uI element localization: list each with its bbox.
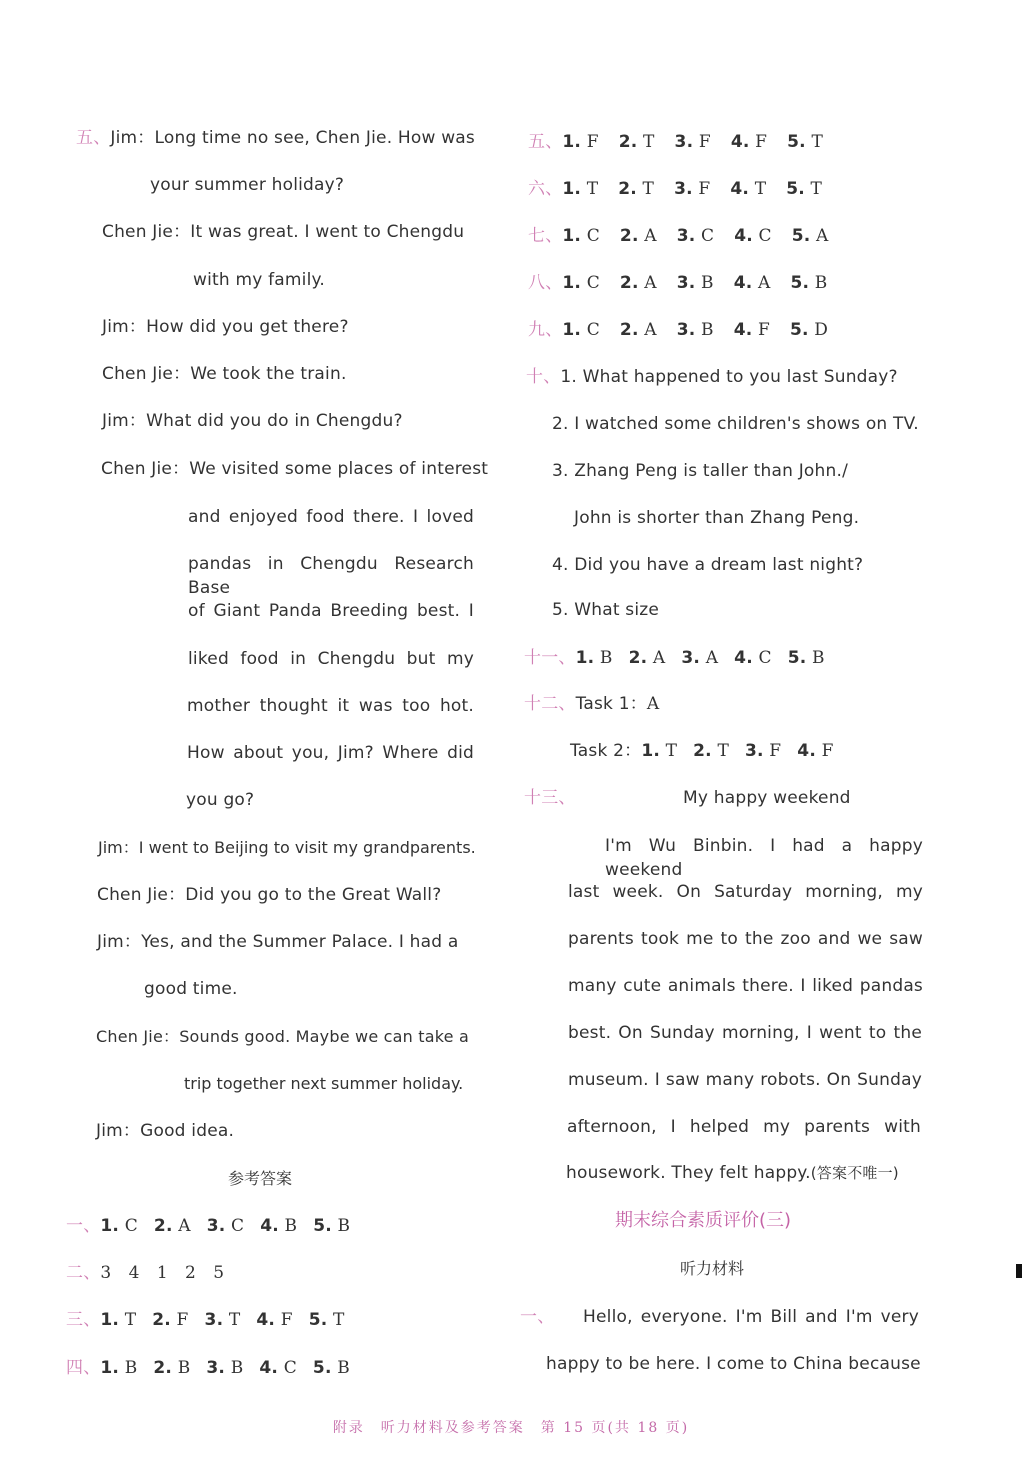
item-number: 3.	[676, 226, 696, 246]
line-text: We visited some places of interest	[189, 459, 489, 479]
dialogue-line	[102, 220, 464, 244]
dialogue-line	[96, 1119, 234, 1143]
page-footer: 附录 听力材料及参考答案 第 15 页(共 18 页)	[332, 1420, 690, 1436]
dialogue-line: good time.	[144, 979, 238, 999]
dialogue-line: you go?	[186, 790, 255, 810]
item-answer: T	[643, 132, 655, 152]
item-number: 3.	[206, 1216, 226, 1236]
item-answer: C	[586, 226, 600, 246]
essay-line: parents took me to the zoo and we saw	[568, 929, 923, 949]
item-number: 2.	[693, 741, 712, 761]
item-answer: B	[811, 648, 825, 668]
item-answer: A	[644, 273, 657, 293]
dialogue-line: trip together next summer holiday.	[184, 1074, 464, 1093]
section-number: 三、	[66, 1310, 101, 1330]
item-number: 3.	[676, 273, 696, 293]
item-number: 3.	[206, 1358, 226, 1378]
item-number: 1.	[562, 273, 582, 293]
answer-row	[524, 646, 825, 670]
note: (答案不唯一)	[810, 1164, 899, 1182]
line-text: We took the train.	[190, 364, 347, 384]
item-answer: T	[642, 179, 655, 199]
item-number: 4.	[730, 179, 750, 199]
item-number: 2.	[152, 1310, 171, 1330]
dialogue-line	[101, 457, 488, 481]
item-answer: B	[284, 1216, 298, 1236]
item-number: 3.	[204, 1310, 224, 1330]
item-number: 5.	[313, 1216, 332, 1236]
item-answer: B	[124, 1358, 138, 1378]
answer-row	[66, 1356, 350, 1380]
item-answer: T	[811, 132, 823, 152]
item-number: 1.	[100, 1216, 120, 1236]
essay-line	[566, 1161, 899, 1185]
item-answer: T	[717, 741, 729, 761]
essay-line: many cute animals there. I liked pandas	[568, 976, 923, 996]
answers-heading: 参考答案	[228, 1169, 293, 1188]
item-answer: F	[280, 1310, 293, 1330]
item-answer: T	[228, 1310, 241, 1330]
section-number: 八、	[528, 273, 563, 293]
item-answer: C	[758, 226, 772, 246]
item-number: 2.	[619, 320, 639, 340]
item-number: 2.	[153, 1216, 173, 1236]
item-number: 4.	[260, 1216, 279, 1236]
item-answer: F	[821, 741, 834, 761]
section-number: 六、	[528, 179, 563, 199]
speaker: Jim：	[102, 317, 147, 337]
section-number: 四、	[66, 1358, 101, 1378]
item-number: 5.	[312, 1358, 332, 1378]
item-answer: B	[337, 1358, 350, 1378]
item-number: 3.	[745, 741, 764, 761]
item-answer: B	[701, 273, 714, 293]
answer-row	[66, 1214, 350, 1238]
item-number: 1.	[562, 179, 582, 199]
essay-text: housework. They felt happy.	[566, 1163, 811, 1183]
item-answer: T	[332, 1310, 345, 1330]
item-number: 3.	[676, 320, 696, 340]
speaker: Chen Jie：	[102, 222, 191, 242]
item-number: 4.	[256, 1310, 276, 1330]
answer-row	[66, 1308, 345, 1332]
dialogue-line	[98, 836, 476, 860]
essay-line: I'm Wu Binbin. I had a happy weekend	[605, 836, 923, 880]
essay-line: museum. I saw many robots. On Sunday	[568, 1070, 922, 1090]
dialogue-line: with my family.	[193, 270, 325, 290]
item-number: 4.	[733, 273, 753, 293]
dialogue-line	[97, 883, 441, 907]
item-answer: F	[758, 320, 770, 340]
item-answer: F	[769, 741, 782, 761]
dialogue-line: liked food in Chengdu but my	[188, 649, 474, 669]
item-number: 5.	[791, 226, 811, 246]
speaker: Jim：	[96, 1121, 141, 1141]
line-text: Long time no see, Chen Jie. How was	[154, 128, 475, 148]
item-answer: C	[124, 1216, 138, 1236]
item-number: 1.	[100, 1358, 120, 1378]
listening-heading: 听力材料	[680, 1259, 745, 1278]
line-text: Good idea.	[140, 1121, 235, 1141]
answer-line: 2. I watched some children's shows on TV.	[552, 414, 919, 434]
answer-line	[526, 365, 898, 389]
item-number: 4.	[797, 741, 816, 761]
sequence-answer: 3 4 1 2 5	[100, 1263, 225, 1283]
line-text: How did you get there?	[146, 317, 349, 337]
item-answer: A	[644, 226, 657, 246]
essay-line: best. On Sunday morning, I went to the	[568, 1023, 922, 1043]
dialogue-line	[97, 930, 458, 954]
section-number: 一、	[66, 1216, 101, 1236]
item-number: 5.	[790, 273, 810, 293]
item-number: 2.	[628, 648, 648, 668]
item-number: 2.	[619, 226, 639, 246]
task-label: Task 2：	[570, 741, 642, 761]
speaker: Jim：	[97, 932, 142, 952]
line-text: It was great. I went to Chengdu	[190, 222, 465, 242]
dialogue-line	[102, 362, 347, 386]
section-number	[524, 786, 576, 810]
item-number: 2.	[618, 179, 637, 199]
item-number: 4.	[259, 1358, 279, 1378]
speaker: Chen Jie：	[96, 1027, 180, 1046]
item-answer: T	[810, 179, 823, 199]
essay-line: afternoon, I helped my parents with	[567, 1117, 921, 1137]
item-answer: B	[814, 273, 828, 293]
item-number: 2.	[153, 1358, 173, 1378]
item-answer: F	[698, 132, 711, 152]
item-number: 3.	[674, 132, 694, 152]
section-title: 期末综合素质评价(三)	[615, 1210, 792, 1231]
section-number-label: 十三、	[524, 788, 576, 808]
item-number: 5.	[787, 648, 807, 668]
item-number: 1.	[575, 648, 595, 668]
item-number: 1.	[100, 1310, 120, 1330]
section-number: 五、	[76, 128, 111, 148]
answer-row	[528, 130, 823, 154]
essay-title: My happy weekend	[683, 788, 851, 808]
answer-line: 3. Zhang Peng is taller than John./	[552, 461, 848, 481]
essay-line: last week. On Saturday morning, my	[568, 882, 923, 902]
item-number: 3.	[674, 179, 693, 199]
item-number: 5.	[787, 132, 806, 152]
item-answer: B	[230, 1358, 244, 1378]
dialogue-line	[76, 126, 475, 150]
item-number: 4.	[730, 132, 750, 152]
answer-line: John is shorter than Zhang Peng.	[574, 508, 860, 528]
item-answer: F	[698, 179, 711, 199]
section-number: 十二、	[524, 694, 576, 714]
line-text: Did you go to the Great Wall?	[185, 885, 442, 905]
item-answer: B	[701, 320, 714, 340]
section-number: 二、	[66, 1263, 101, 1283]
item-answer: A	[705, 648, 719, 668]
answer-row	[524, 692, 659, 716]
answer-row	[528, 177, 822, 201]
dialogue-line: pandas in Chengdu Research Base	[188, 554, 474, 598]
listening-line: happy to be here. I come to China because	[546, 1354, 921, 1374]
speaker: Chen Jie：	[97, 885, 186, 905]
item-number: 1.	[562, 226, 582, 246]
task-label: Task 1：	[575, 694, 647, 714]
dialogue-line	[102, 315, 349, 339]
item-answer: D	[814, 320, 829, 340]
speaker: Jim：	[110, 128, 155, 148]
answer-row	[528, 318, 828, 342]
item-answer: T	[754, 179, 767, 199]
item-answer: A	[644, 320, 657, 340]
item-answer: C	[283, 1358, 297, 1378]
line-text: Yes, and the Summer Palace. I had a	[141, 932, 459, 952]
item-answer: T	[124, 1310, 137, 1330]
item-number: 3.	[681, 648, 701, 668]
item-number: 4.	[734, 226, 753, 246]
dialogue-line: and enjoyed food there. I loved	[188, 507, 474, 527]
listening-line: Hello, everyone. I'm Bill and I'm very	[583, 1307, 919, 1327]
dialogue-line: of Giant Panda Breeding best. I	[188, 601, 474, 621]
speaker: Jim：	[102, 411, 147, 431]
answer-row	[570, 739, 834, 763]
section-number: 五、	[528, 132, 563, 152]
item-answer: C	[586, 273, 600, 293]
item-number: 5.	[790, 320, 809, 340]
answer-row	[528, 271, 827, 295]
section-number: 十、	[526, 367, 561, 387]
item-number: 4.	[733, 320, 753, 340]
task-answer: A	[646, 694, 660, 714]
item-answer: C	[231, 1216, 245, 1236]
item-number: 1.	[641, 741, 660, 761]
item-answer: B	[337, 1216, 351, 1236]
item-answer: A	[178, 1216, 191, 1236]
dialogue-line: How about you, Jim? Where did	[187, 743, 474, 763]
line-text: What did you do in Chengdu?	[146, 411, 403, 431]
item-answer: T	[586, 179, 599, 199]
section-number-label: 一、	[520, 1307, 555, 1327]
dialogue-line: your summer holiday?	[150, 175, 345, 195]
answer-line: 4. Did you have a dream last night?	[552, 555, 864, 575]
item-number: 2.	[618, 132, 638, 152]
item-number: 5.	[308, 1310, 328, 1330]
item-answer: B	[599, 648, 613, 668]
answer-line: 5. What size	[552, 600, 660, 620]
dialogue-line	[96, 1025, 469, 1049]
answer-row	[66, 1261, 224, 1285]
item-answer: C	[586, 320, 600, 340]
dialogue-line	[102, 409, 403, 433]
item-answer: A	[758, 273, 771, 293]
line-text: I went to Beijing to visit my grandparents.	[138, 838, 476, 857]
item-number: 1.	[562, 320, 582, 340]
item-answer: B	[177, 1358, 191, 1378]
item-answer: T	[665, 741, 678, 761]
dialogue-line: mother thought it was too hot.	[187, 696, 474, 716]
item-answer: C	[758, 648, 772, 668]
item-answer: F	[586, 132, 599, 152]
scan-edge-mark	[1016, 1264, 1022, 1278]
section-number: 十一、	[524, 648, 576, 668]
item-number: 1.	[562, 132, 582, 152]
speaker: Chen Jie：	[102, 364, 191, 384]
section-number	[520, 1305, 554, 1329]
item-number: 5.	[786, 179, 805, 199]
item-number: 4.	[734, 648, 753, 668]
line-text: Sounds good. Maybe we can take a	[179, 1027, 469, 1046]
speaker: Jim：	[98, 838, 139, 857]
section-number: 七、	[528, 226, 563, 246]
answer-row	[528, 224, 829, 248]
item-number: 2.	[619, 273, 639, 293]
item-answer: A	[652, 648, 666, 668]
item-answer: A	[816, 226, 829, 246]
item-answer: F	[755, 132, 768, 152]
item-answer: C	[701, 226, 715, 246]
section-number: 九、	[528, 320, 563, 340]
item-answer: F	[176, 1310, 189, 1330]
line-text: 1. What happened to you last Sunday?	[560, 367, 898, 387]
speaker: Chen Jie：	[101, 459, 190, 479]
